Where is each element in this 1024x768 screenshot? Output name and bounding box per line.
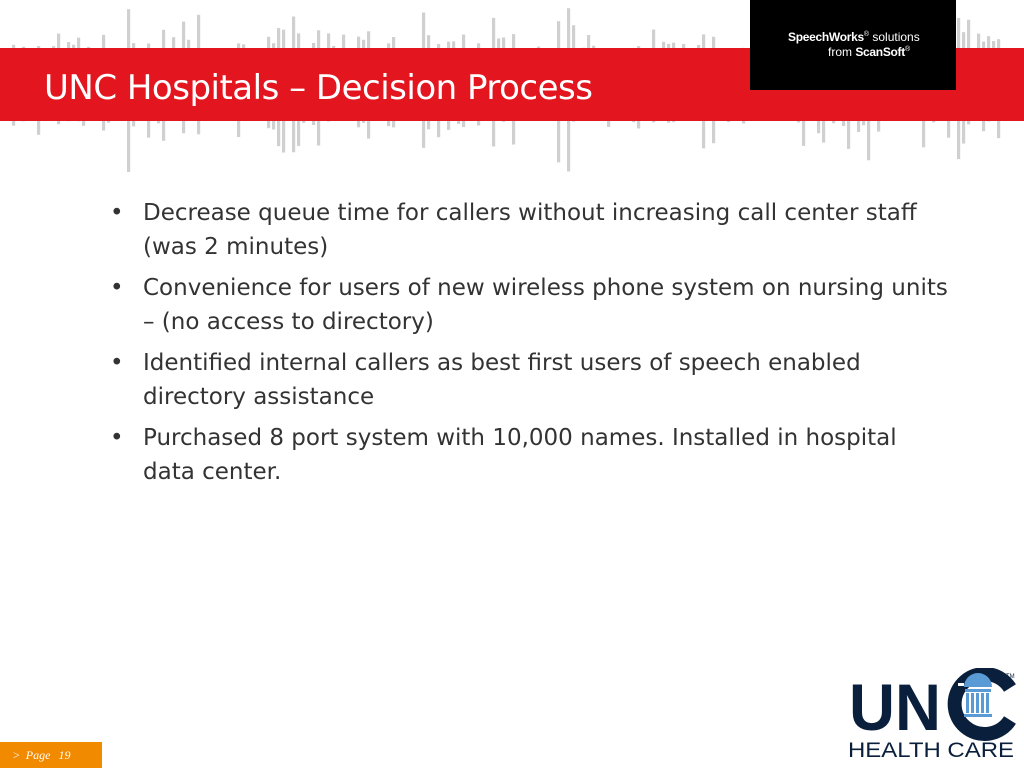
arrow-icon: > — [13, 748, 20, 762]
svg-text:TM: TM — [1006, 674, 1015, 680]
page-number: 19 — [58, 748, 71, 762]
speechworks-scansoft-logo — [750, 0, 956, 90]
registered-mark: ® — [863, 31, 870, 38]
bullet-item — [105, 196, 955, 264]
brand-scansoft: ScanSoft — [855, 45, 905, 59]
svg-text:HEALTH CARE: HEALTH CARE — [848, 739, 1014, 762]
bullet-item — [105, 271, 955, 339]
brand-speechworks: SpeechWorks — [788, 30, 864, 44]
bullet-text: Identified internal callers as best first users of speech enabled directory assistance — [143, 350, 861, 410]
svg-text:UN: UN — [849, 670, 941, 744]
bullet-text: Purchased 8 port system with 10,000 names. Installed in hospital data center. — [143, 425, 897, 485]
bullet-item — [105, 421, 955, 489]
unc-health-care-logo — [845, 668, 1017, 762]
bullet-text: Convenience for users of new wireless phone system on nursing units – (no access to directory) — [143, 275, 948, 335]
bullet-icon: • — [110, 350, 124, 376]
slide-title: UNC Hospitals – Decision Process — [44, 68, 593, 108]
page-label: Page — [25, 748, 51, 762]
brand-solutions: solutions — [869, 30, 920, 44]
bullet-icon: • — [110, 425, 124, 451]
bullet-text: Decrease queue time for callers without increasing call center staff (was 2 minutes) — [143, 200, 917, 260]
brand-line-1 — [788, 30, 920, 44]
brand-line-2 — [828, 45, 910, 59]
page-number-tag — [0, 742, 102, 768]
bullet-item — [105, 346, 955, 414]
bullet-icon: • — [110, 200, 124, 226]
bullet-list — [105, 196, 955, 496]
bullet-icon: • — [110, 275, 124, 301]
brand-from: from — [828, 45, 856, 59]
registered-mark: ® — [904, 46, 911, 53]
